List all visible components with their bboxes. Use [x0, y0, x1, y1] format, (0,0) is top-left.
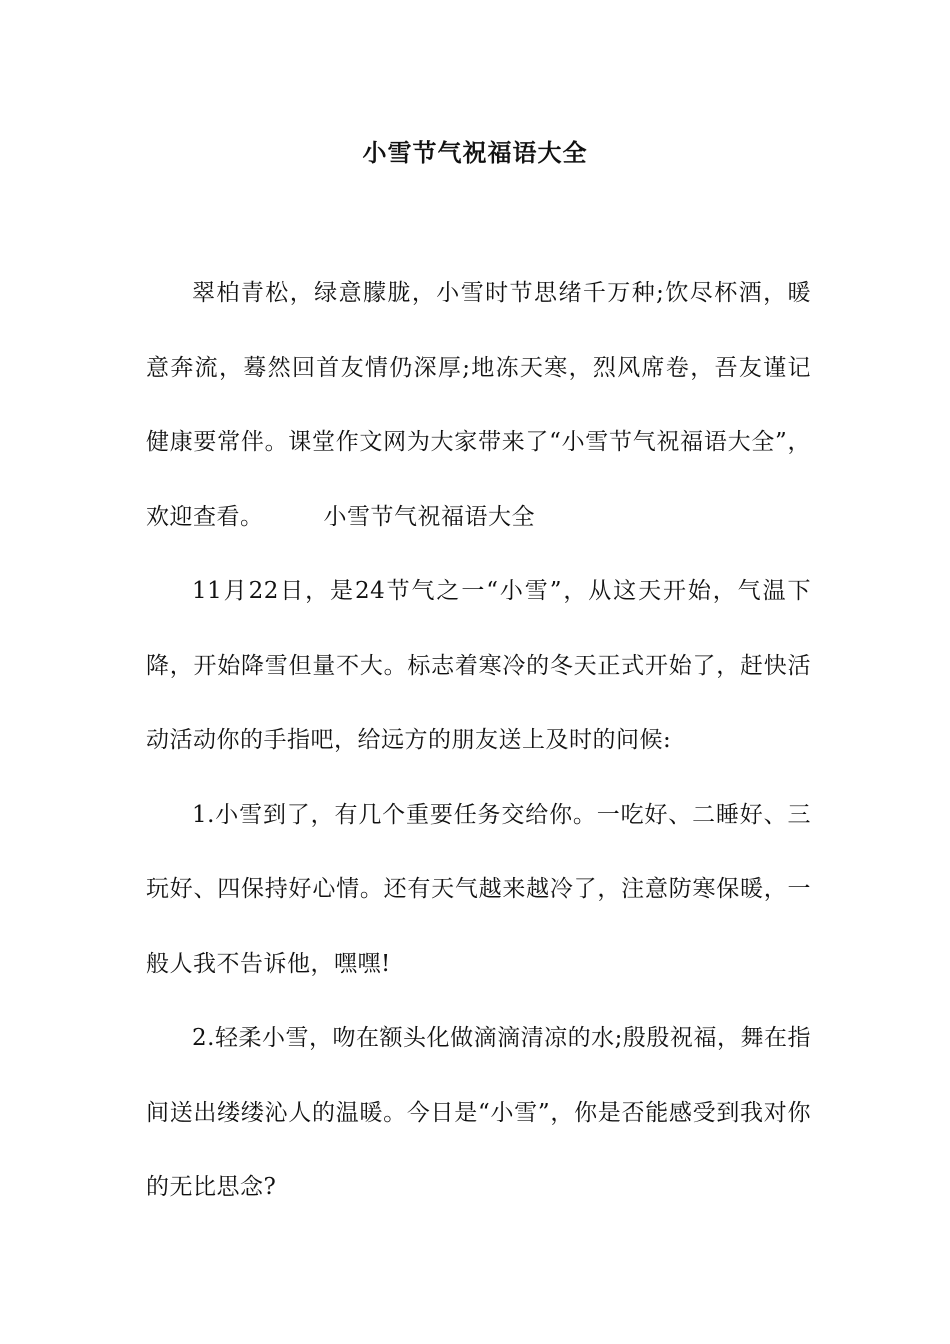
paragraph-wish-2: 2.轻柔小雪，吻在额头化做滴滴清凉的水;殷殷祝福，舞在指间送出缕缕沁人的温暖。今日是“小雪”，你是否能感受到我对你的无比思念?	[146, 1025, 811, 1200]
intro-paragraph	[146, 256, 811, 554]
intro-subheading: 小雪节气祝福语大全	[323, 503, 535, 530]
document-title: 小雪节气祝福语大全	[362, 138, 588, 167]
paragraph-date: 11月22日，是24节气之一“小雪”，从这天开始，气温下降，开始降雪但量不大。标志着寒冷的冬天正式开始了，赶快活动活动你的手指吧，给远方的朋友送上及时的问候:	[146, 578, 811, 753]
intro-text: 翠柏青松，绿意朦胧，小雪时节思绪千万种;饮尽杯酒，暖意奔流，蓦然回首友情仍深厚;地冻天寒，烈风席卷，吾友谨记健康要常伴。课堂作文网为大家带来了“小雪节气祝福语大全”，欢迎查看。	[146, 280, 811, 530]
paragraph-wish-1: 1.小雪到了，有几个重要任务交给你。一吃好、二睡好、三玩好、四保持好心情。还有天气越来越冷了，注意防寒保暖，一般人我不告诉他，嘿嘿!	[146, 801, 811, 977]
document-body	[146, 256, 811, 1225]
